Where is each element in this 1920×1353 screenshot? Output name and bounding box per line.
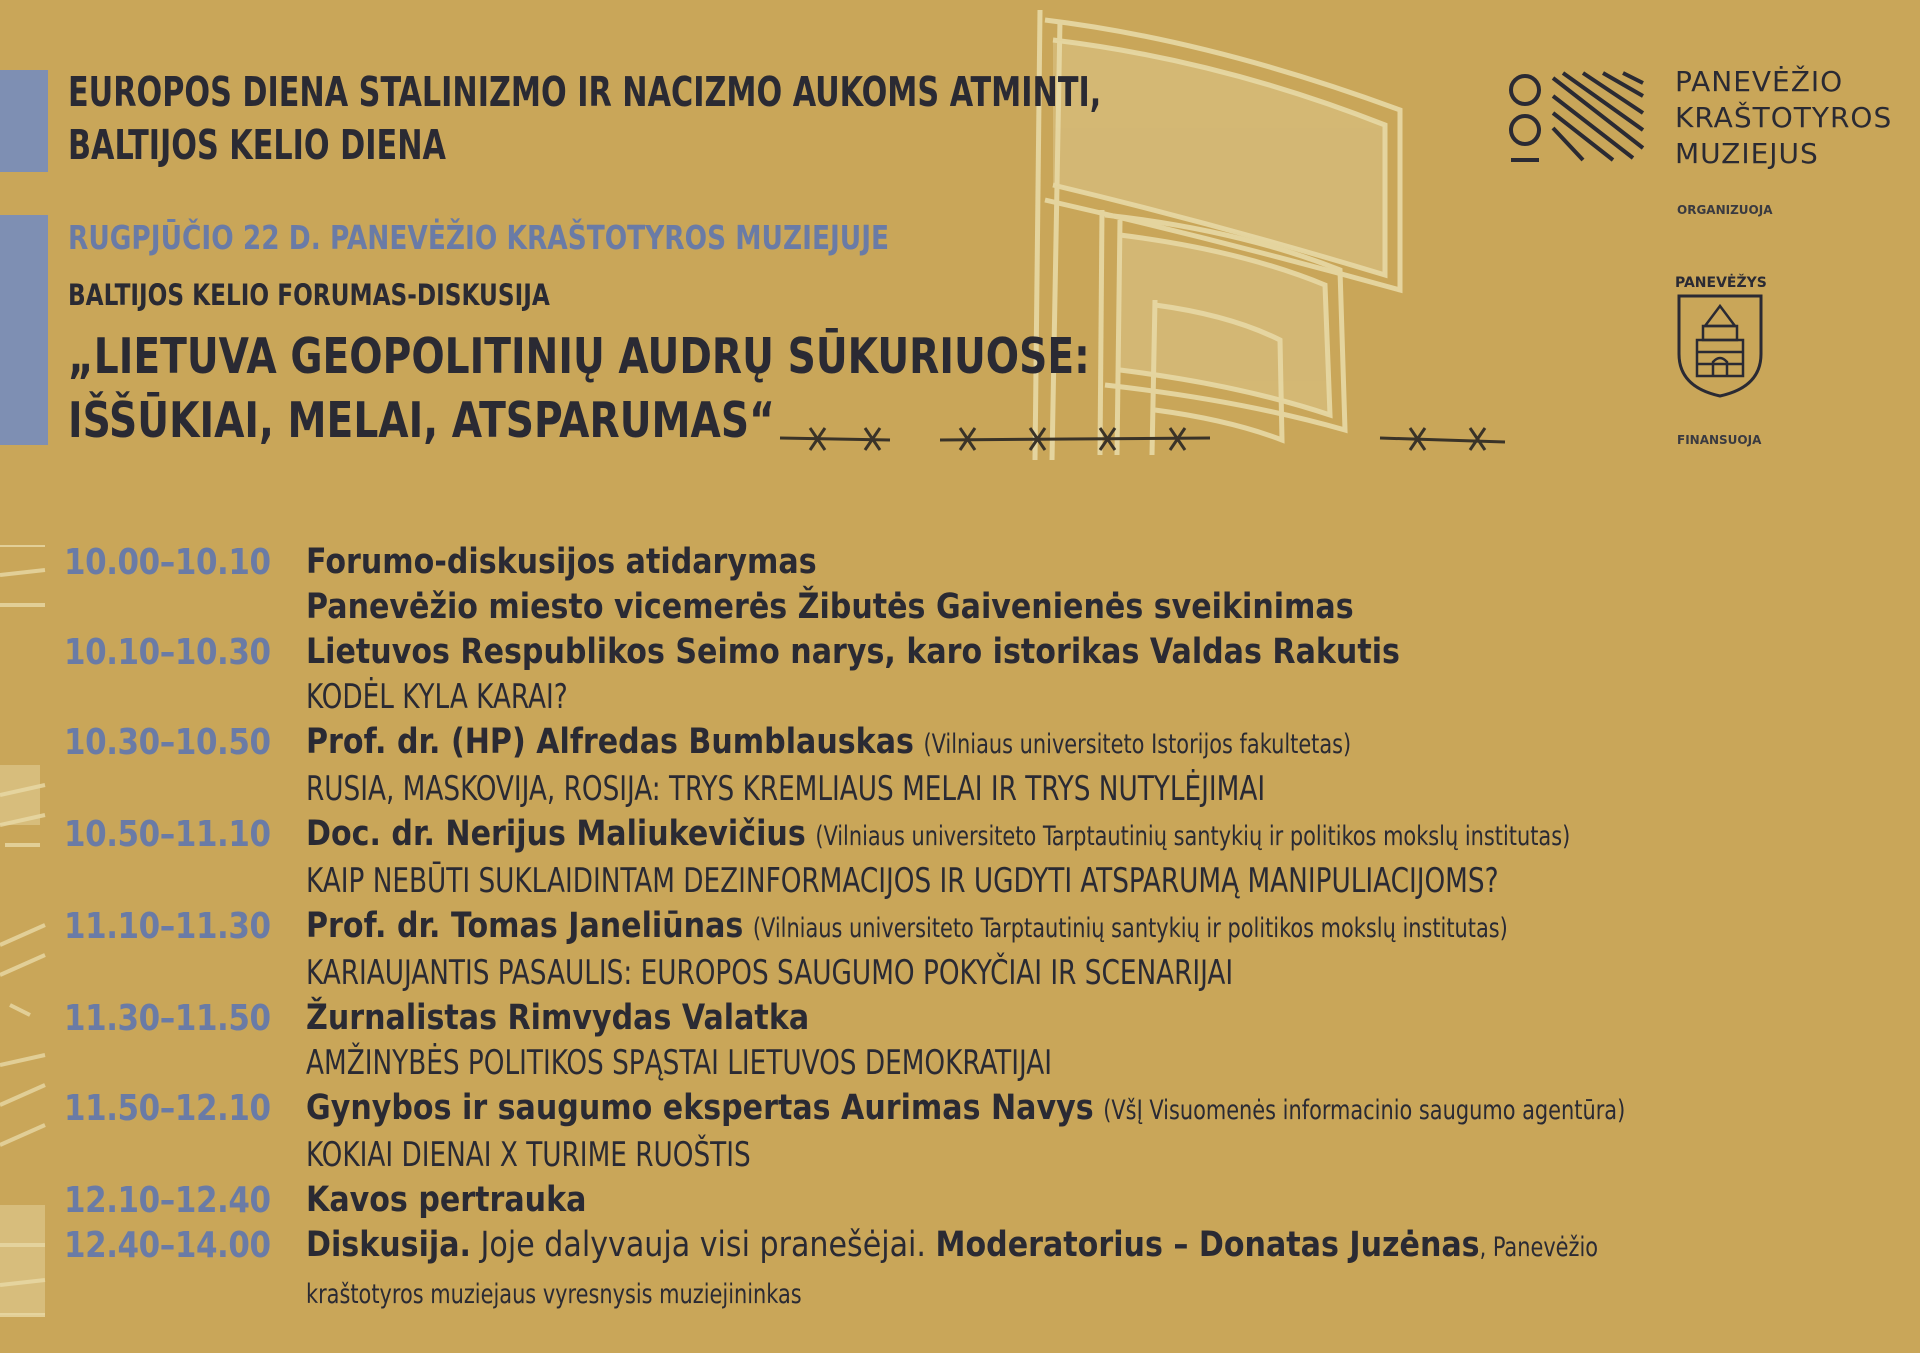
program-title: Kavos pertrauka xyxy=(306,1180,587,1220)
program-talk: AMŽINYBĖS POLITIKOS SPĄSTAI LIETUVOS DEMOKRATIJAI xyxy=(306,1043,1052,1083)
discussion-text: Joje dalyvauja visi pranešėjai. xyxy=(470,1225,936,1265)
program-speaker: Prof. dr. (HP) Alfredas Bumblauskas xyxy=(306,722,914,762)
program-affiliation: (Vilniaus universiteto Tarptautinių santykių ir politikos mokslų institutas) xyxy=(815,821,1571,852)
date-place: RUGPJŪČIO 22 D. PANEVĖŽIO KRAŠTOTYROS MUZIEJUJE xyxy=(68,218,890,257)
program-talk: KAIP NEBŪTI SUKLAIDINTAM DEZINFORMACIJOS IR UGDYTI ATSPARUMĄ MANIPULIACIJOMS? xyxy=(306,861,1499,901)
accent-bar-top xyxy=(0,70,48,172)
program-time: 11.50–12.10 xyxy=(64,1088,271,1129)
program-schedule xyxy=(64,540,1894,1319)
page-title xyxy=(68,66,1101,172)
title-line-1: EUROPOS DIENA STALINIZMO IR NACIZMO AUKOMS ATMINTI, xyxy=(68,68,1102,116)
organizer-role-label: ORGANIZUOJA xyxy=(1677,203,1773,217)
accent-bar-middle xyxy=(0,215,48,445)
program-time: 12.40–14.00 xyxy=(64,1225,271,1266)
title-line-2: BALTIJOS KELIO DIENA xyxy=(68,121,446,169)
program-talk: RUSIA, MASKOVIJA, ROSIJA: TRYS KREMLIAUS MELAI IR TRYS NUTYLĖJIMAI xyxy=(306,769,1266,809)
moderator-position: kraštotyros muziejaus vyresnysis muziejininkas xyxy=(306,1279,802,1310)
program-item xyxy=(64,540,1894,630)
program-speaker: Žurnalistas Rimvydas Valatka xyxy=(306,998,810,1038)
program-time: 10.10–10.30 xyxy=(64,632,271,673)
museum-logo-icon xyxy=(1503,68,1648,168)
program-talk: KOKIAI DIENAI X TURIME RUOŠTIS xyxy=(306,1135,751,1175)
program-talk: KODĖL KYLA KARAI? xyxy=(306,677,568,717)
program-speaker: Gynybos ir saugumo ekspertas Aurimas Navys xyxy=(306,1088,1094,1128)
program-talk: KARIAUJANTIS PASAULIS: EUROPOS SAUGUMO POKYČIAI IR SCENARIJAI xyxy=(306,953,1234,993)
forum-title-line-2: IŠŠŪKIAI, MELAI, ATSPARUMAS“ xyxy=(68,392,775,449)
program-item xyxy=(64,1086,1894,1178)
logo-line-3: MUZIEJUS xyxy=(1675,137,1819,170)
program-speaker: Lietuvos Respublikos Seimo narys, karo istorikas Valdas Rakutis xyxy=(306,632,1400,672)
program-time: 10.30–10.50 xyxy=(64,722,271,763)
program-title: Forumo-diskusijos atidarymas xyxy=(306,542,817,582)
program-speaker: Doc. dr. Nerijus Maliukevičius xyxy=(306,814,806,854)
forum-subtitle: BALTIJOS KELIO FORUMAS-DISKUSIJA xyxy=(68,278,550,312)
moderator-name: Moderatorius – Donatas Juzėnas xyxy=(935,1225,1480,1265)
program-item xyxy=(64,1223,1894,1319)
program-time: 11.30–11.50 xyxy=(64,998,271,1039)
program-item xyxy=(64,996,1894,1086)
program-time: 11.10–11.30 xyxy=(64,906,271,947)
forum-title xyxy=(68,325,1090,453)
program-time: 10.00–10.10 xyxy=(64,542,271,583)
program-affiliation: (Vilniaus universiteto Tarptautinių santykių ir politikos mokslų institutas) xyxy=(752,913,1508,944)
funder-role-label: FINANSUOJA xyxy=(1677,433,1762,447)
logo-line-1: PANEVĖŽIO xyxy=(1675,65,1844,98)
program-title: Panevėžio miesto vicemerės Žibutės Gaivenienės sveikinimas xyxy=(306,587,1354,627)
logo-line-2: KRAŠTOTYROS xyxy=(1675,101,1893,134)
program-item xyxy=(64,812,1894,904)
program-time: 10.50–11.10 xyxy=(64,814,271,855)
program-item xyxy=(64,904,1894,996)
decorative-stripes xyxy=(0,545,50,1325)
program-item xyxy=(64,720,1894,812)
moderator-place: , Panevėžio xyxy=(1479,1232,1599,1263)
funder-shield-label: PANEVĖŽYS xyxy=(1675,275,1767,291)
forum-title-line-1: „LIETUVA GEOPOLITINIŲ AUDRŲ SŪKURIUOSE: xyxy=(68,328,1090,385)
program-speaker: Prof. dr. Tomas Janeliūnas xyxy=(306,906,744,946)
program-affiliation: (Vilniaus universiteto Istorijos fakultetas) xyxy=(923,729,1352,760)
city-coat-of-arms-icon xyxy=(1675,292,1765,400)
program-affiliation: (VšĮ Visuomenės informacinio saugumo agentūra) xyxy=(1103,1095,1626,1126)
organizer-logo-text xyxy=(1675,64,1892,172)
program-time: 12.10–12.40 xyxy=(64,1180,271,1221)
discussion-label: Diskusija. xyxy=(306,1225,471,1265)
program-item xyxy=(64,1178,1894,1223)
program-item xyxy=(64,630,1894,720)
